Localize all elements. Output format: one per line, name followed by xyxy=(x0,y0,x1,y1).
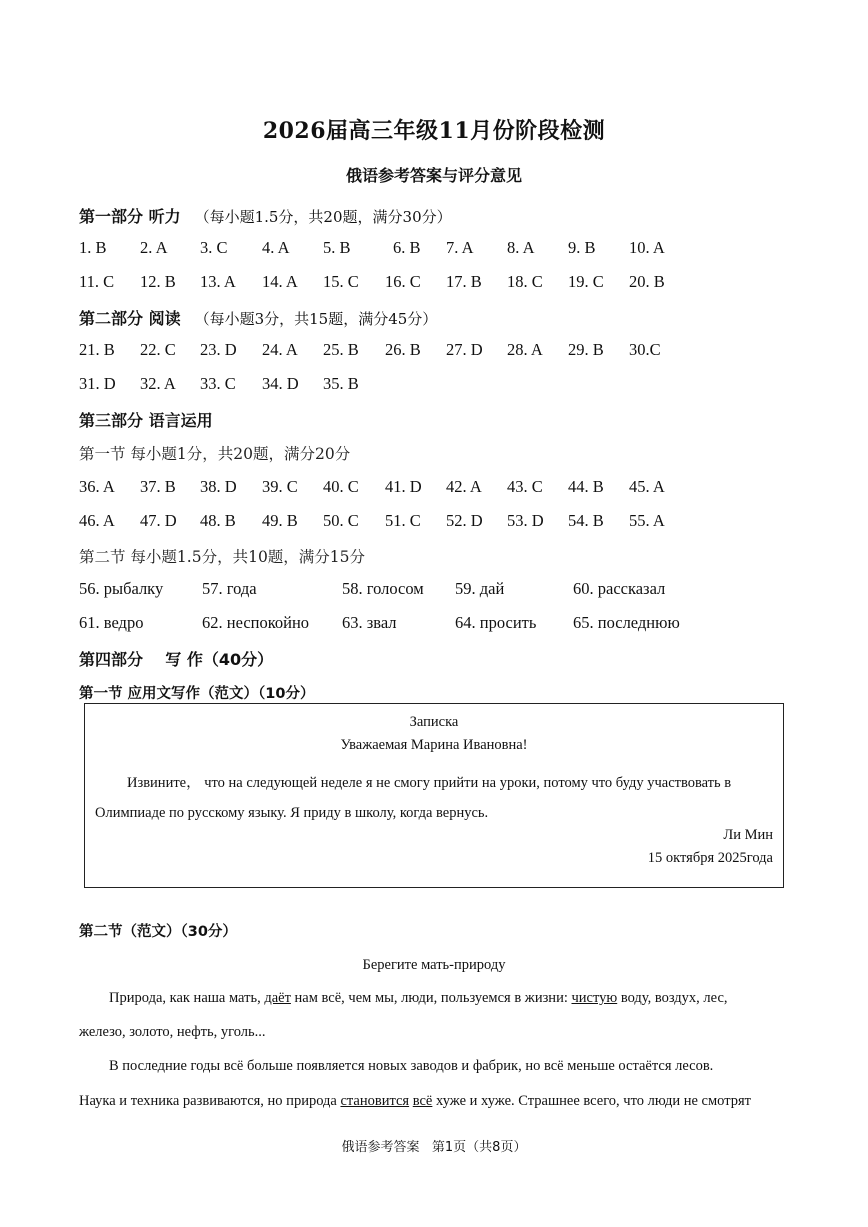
answer-item: 46. A xyxy=(79,511,115,530)
underlined-word: всё xyxy=(412,1093,433,1109)
part1-row-2 xyxy=(79,272,799,296)
answer-item: 51. C xyxy=(385,511,421,530)
note-sample-box xyxy=(84,703,784,888)
answer-item: 50. C xyxy=(323,511,359,530)
answer-item: 36. A xyxy=(79,477,115,496)
answer-item: 34. D xyxy=(262,374,299,393)
answer-item: 37. B xyxy=(140,477,176,496)
underlined-word: становится xyxy=(340,1093,410,1109)
answer-item: 17. B xyxy=(446,272,482,291)
answer-item: 7. A xyxy=(446,238,474,257)
part3-section1: 第一节 每小题1分，共20题，满分20分 xyxy=(79,445,351,463)
part2-row-1 xyxy=(79,340,799,364)
page-footer: 俄语参考答案 第1页（共8页） xyxy=(341,1140,527,1155)
note-title: Записка xyxy=(409,714,459,730)
answer-word: 65. последнюю xyxy=(573,613,680,632)
answer-item: 11. C xyxy=(79,272,115,291)
answer-item: 28. A xyxy=(507,340,543,359)
part1-row-1 xyxy=(79,238,799,262)
answer-item: 22. C xyxy=(140,340,176,359)
answer-item: 32. A xyxy=(140,374,176,393)
answer-item: 31. D xyxy=(79,374,116,393)
note-body-line-2: Олимпиаде по русскому языку. Я приду в школу, когда вернусь. xyxy=(95,805,489,821)
answer-item: 49. B xyxy=(262,511,298,530)
part3-section2: 第二节 每小题1.5分，共10题，满分15分 xyxy=(79,548,366,566)
answer-item: 10. A xyxy=(629,238,665,257)
answer-item: 21. B xyxy=(79,340,115,359)
answer-word: 62. неспокойно xyxy=(202,613,310,632)
answer-word: 63. звал xyxy=(342,613,397,632)
part1-heading xyxy=(79,204,452,227)
essay-paragraph-2-line-1: В последние годы всё больше появляется новых заводов и фабрик, но всё меньше остаётся лесов. xyxy=(109,1058,714,1074)
essay-paragraph-2-line-2 xyxy=(79,1093,791,1110)
answer-item: 52. D xyxy=(446,511,483,530)
essay-paragraph-1-line-1 xyxy=(109,990,821,1007)
part2-row-2 xyxy=(79,374,799,398)
part3-heading-text: 第三部分 语言运用 xyxy=(79,411,213,430)
answer-word: 57. года xyxy=(202,579,257,598)
answer-item: 35. B xyxy=(323,374,359,393)
answer-item: 3. C xyxy=(200,238,228,257)
answer-word: 59. дай xyxy=(455,579,505,598)
answer-item: 29. B xyxy=(568,340,604,359)
answer-item: 8. A xyxy=(507,238,535,257)
answer-item: 4. A xyxy=(262,238,290,257)
page-title: 2026届高三年级11月份阶段检测 xyxy=(262,118,606,144)
answer-item: 54. B xyxy=(568,511,604,530)
answer-item: 55. A xyxy=(629,511,665,530)
part4-heading-text: 第四部分 写 作（40分） xyxy=(79,650,274,669)
part3-row-1 xyxy=(79,477,799,501)
answer-item: 5. B xyxy=(323,238,351,257)
answer-word: 58. голосом xyxy=(342,579,424,598)
answer-word: 56. рыбалку xyxy=(79,579,164,598)
answer-item: 18. C xyxy=(507,272,543,291)
page-subtitle: 俄语参考答案与评分意见 xyxy=(345,166,522,185)
part4-section2: 第二节（范文）（30分） xyxy=(79,924,237,940)
answer-item: 23. D xyxy=(200,340,237,359)
answer-item: 43. C xyxy=(507,477,543,496)
answer-item: 45. A xyxy=(629,477,665,496)
answer-item: 14. A xyxy=(262,272,298,291)
note-body-line-1: Извините， что на следующей неделе я не смогу прийти на уроки, потому что буду участвовать в xyxy=(127,775,732,791)
essay-paragraph-1-line-2: железо, золото, нефть, уголь... xyxy=(79,1024,266,1040)
text-run: нам всё, чем мы, люди, пользуемся в жизни: xyxy=(290,990,572,1006)
answer-item: 12. B xyxy=(140,272,176,291)
note-greeting: Уважаемая Марина Ивановна! xyxy=(340,737,528,753)
answer-item: 42. A xyxy=(446,477,482,496)
part2-heading xyxy=(79,306,437,329)
text-run: Наука и техника развиваются, но природа xyxy=(79,1093,341,1109)
answer-item: 26. B xyxy=(385,340,421,359)
answer-item: 16. C xyxy=(385,272,421,291)
part1-heading-text: 第一部分 听力 xyxy=(79,207,181,226)
answer-item: 44. B xyxy=(568,477,604,496)
part4-heading xyxy=(79,647,273,670)
part2-note: （每小题3分，共15题，满分45分） xyxy=(194,310,438,328)
answer-item: 48. B xyxy=(200,511,236,530)
text-run: воду, воздух, лес, xyxy=(617,990,728,1006)
answer-item: 41. D xyxy=(385,477,422,496)
essay-title: Берегите мать-природу xyxy=(362,957,506,973)
answer-item: 2. A xyxy=(140,238,168,257)
underlined-word: даёт xyxy=(264,990,291,1006)
note-signature: Ли Мин xyxy=(723,827,773,843)
part3-words-row-2 xyxy=(79,613,799,637)
answer-item: 1. B xyxy=(79,238,107,257)
text-run: хуже и хуже. Страшнее всего, что люди не смотрят xyxy=(432,1093,751,1109)
answer-item: 47. D xyxy=(140,511,177,530)
part4-section1: 第一节 应用文写作（范文）（10分） xyxy=(79,686,315,702)
part3-words-row-1 xyxy=(79,579,799,603)
answer-item: 13. A xyxy=(200,272,236,291)
answer-item: 6. B xyxy=(393,238,421,257)
answer-word: 60. рассказал xyxy=(573,579,666,598)
part2-heading-text: 第二部分 阅读 xyxy=(79,309,181,328)
underlined-word: чистую xyxy=(571,990,618,1006)
part3-heading xyxy=(79,408,213,431)
answer-item: 20. B xyxy=(629,272,665,291)
note-date: 15 октября 2025года xyxy=(647,850,773,866)
answer-item: 24. A xyxy=(262,340,298,359)
answer-item: 15. C xyxy=(323,272,359,291)
answer-item: 27. D xyxy=(446,340,483,359)
answer-item: 9. B xyxy=(568,238,596,257)
answer-item: 39. C xyxy=(262,477,298,496)
answer-item: 25. B xyxy=(323,340,359,359)
answer-word: 61. ведро xyxy=(79,613,144,632)
answer-item: 38. D xyxy=(200,477,237,496)
answer-item: 19. C xyxy=(568,272,604,291)
answer-item: 53. D xyxy=(507,511,544,530)
part1-note: （每小题1.5分，共20题，满分30分） xyxy=(194,208,452,226)
answer-item: 33. C xyxy=(200,374,236,393)
answer-word: 64. просить xyxy=(455,613,537,632)
text-run: Природа, как наша мать, xyxy=(109,990,265,1006)
part3-row-2 xyxy=(79,511,799,535)
answer-item: 40. C xyxy=(323,477,359,496)
answer-item: 30.C xyxy=(629,340,661,359)
